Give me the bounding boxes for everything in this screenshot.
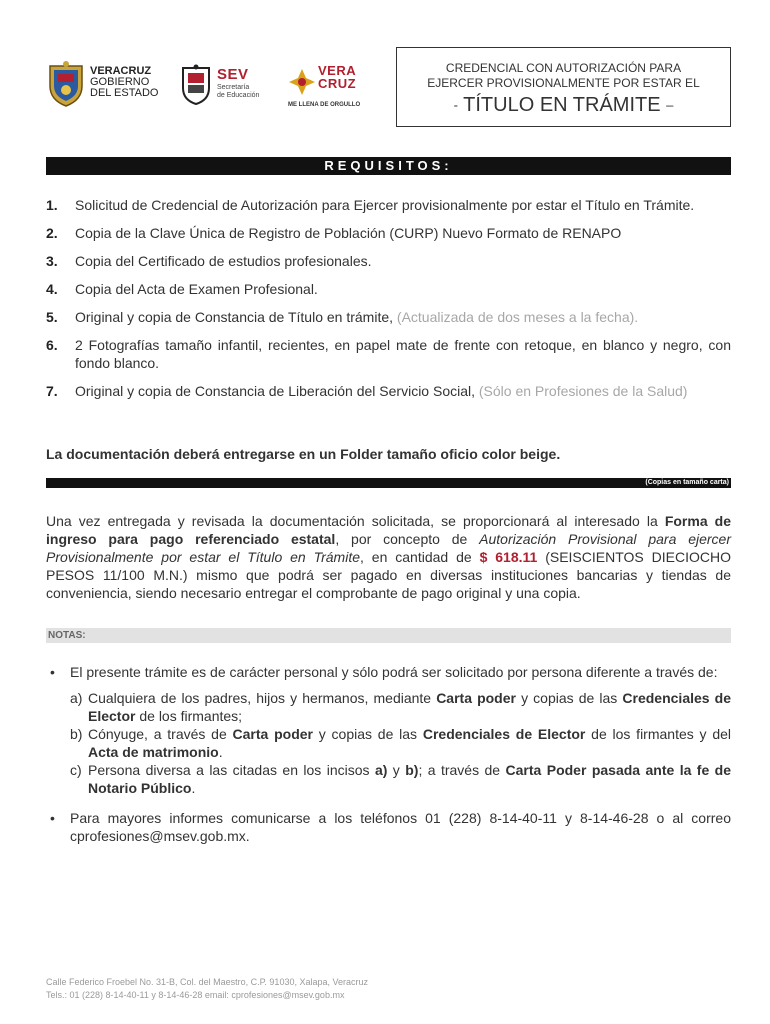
item-note: (Actualizada de dos meses a la fecha). (396, 309, 639, 325)
note-bullet (46, 663, 731, 797)
notes-heading-bar (46, 628, 731, 643)
payment-paragraph (46, 512, 731, 602)
item-number: 4. (46, 281, 58, 297)
item-number: 2. (46, 225, 58, 241)
title-lines (397, 61, 730, 91)
para-text-3: , en cantidad de (360, 549, 480, 565)
note-body (70, 663, 731, 797)
sub-letter: a) (70, 690, 83, 706)
title-dash-right: – (666, 97, 674, 113)
para-form-name: Forma de ingreso para pago referenciado estatal (46, 513, 732, 547)
text-run: . (218, 744, 223, 760)
sev-subtitle (217, 84, 259, 100)
sub-text (88, 725, 731, 761)
bullet-icon: • (50, 810, 55, 826)
list-item (46, 252, 731, 270)
page-footer (46, 976, 646, 1002)
gov-line-2: GOBIERNO (90, 76, 150, 88)
text-run-bold: a) (374, 762, 388, 778)
list-item (46, 336, 731, 372)
delivery-note: La documentación deberá entregarse en un Folder tamaño oficio color beige. (46, 446, 561, 462)
title-line-2: EJERCER PROVISIONALMENTE POR ESTAR EL (427, 76, 700, 90)
list-item (46, 382, 731, 400)
list-item (46, 224, 731, 242)
government-name (90, 66, 158, 99)
sev-logo (180, 64, 270, 108)
veracruz-brand-logo (288, 64, 368, 112)
notes-section (46, 663, 731, 845)
item-text-wrapper (75, 308, 731, 326)
item-number: 6. (46, 337, 58, 353)
text-run: Persona diversa a las citadas en los incisos (88, 762, 375, 778)
text-run: de los firmantes y del (585, 726, 731, 742)
text-run-bold: Credenciales de Elector (88, 690, 731, 724)
text-run-bold: Carta poder (436, 690, 516, 706)
list-item (46, 196, 731, 214)
veracruz-wordmark (318, 64, 356, 90)
gov-line-1: VERACRUZ (90, 65, 152, 77)
coat-of-arms-icon (46, 60, 86, 108)
note-bullet (46, 809, 731, 845)
text-run-bold: Carta poder (232, 726, 313, 742)
footer-contact: Tels.: 01 (228) 8-14-40-11 y 8-14-46-28 email: cprofesiones@msev.gob.mx (46, 990, 345, 1000)
item-text: Copia del Certificado de estudios profesionales. (75, 253, 372, 269)
notes-heading: NOTAS: (48, 630, 86, 641)
footer-address: Calle Federico Froebel No. 31-B, Col. del Maestro, C.P. 91030, Xalapa, Veracruz (46, 977, 369, 987)
sub-letter: b) (70, 726, 83, 742)
text-run: y copias de las (515, 690, 623, 706)
title-line-1: CREDENCIAL CON AUTORIZACIÓN PARA (445, 61, 682, 75)
text-run-bold: Acta de matrimonio (88, 744, 219, 760)
sub-list (70, 689, 731, 797)
para-amount: $ 618.11 (479, 549, 538, 565)
item-text-wrapper (75, 382, 731, 400)
item-number: 7. (46, 383, 58, 399)
sub-text (88, 689, 731, 725)
item-number: 5. (46, 309, 58, 325)
item-number: 1. (46, 197, 58, 213)
text-run-bold: Credenciales de Elector (422, 726, 586, 742)
sub-item-c (70, 761, 731, 797)
item-text: Original y copia de Constancia de Liberación del Servicio Social, (75, 383, 475, 399)
para-concept: Autorización Provisional para ejercer Provisionalmente por estar el Título en Trámite (46, 531, 732, 565)
sev-sub-line-1: Secretaría (217, 84, 250, 91)
text-run-bold: b) (405, 762, 419, 778)
item-number: 3. (46, 253, 58, 269)
item-text: 2 Fotografías tamaño infantil, recientes, en papel mate de frente con retoque, en blanco y negro, con fondo blanco. (75, 337, 731, 371)
sev-sub-line-2: de Educación (217, 92, 260, 99)
item-text: Copia de la Clave Única de Registro de Población (CURP) Nuevo Formato de RENAPO (75, 225, 622, 241)
sev-emblem-icon (180, 64, 212, 106)
item-text: Copia del Acta de Examen Profesional. (75, 281, 318, 297)
copies-label: (Copias en tamaño carta) (645, 479, 729, 486)
title-dash-left: - (453, 97, 458, 113)
copies-bar (46, 478, 731, 488)
gov-line-3: DEL ESTADO (90, 87, 159, 99)
text-run: Cualquiera de los padres, hijos y hermanos, mediante (88, 690, 437, 706)
list-item (46, 308, 731, 326)
sub-text (88, 761, 731, 797)
title-main (397, 93, 730, 118)
requisitos-heading: REQUISITOS: (46, 157, 731, 175)
note-text: El presente trámite es de carácter personal y sólo podrá ser solicitado por persona diferente a través de: (70, 664, 718, 680)
para-text-1: Una vez entregada y revisada la documentación solicitada, se proporcionará al interesado la (46, 513, 665, 529)
list-item (46, 280, 731, 298)
text-run-bold: Carta Poder pasada ante la fe de Notario Público (88, 762, 731, 796)
item-text: Solicitud de Credencial de Autorización para Ejercer provisionalmente por estar el Título en Trámite. (75, 197, 695, 213)
text-run: ; a través de (418, 762, 506, 778)
veracruz-tagline: ME LLENA DE ORGULLO (288, 102, 361, 108)
sub-item-a (70, 689, 731, 725)
item-note: (Sólo en Profesiones de la Salud) (478, 383, 688, 399)
bullet-icon: • (50, 664, 55, 680)
para-text-4: (SEISCIENTOS DIECIOCHO PESOS 11/100 M.N.) mismo que podrá ser pagado en diversas instituciones bancarias y tiendas de conveniencia, siendo necesario entregar el comprobante de pago original y una copia. (46, 549, 731, 601)
wordmark-line-1: VERA (318, 63, 357, 78)
text-run: . (191, 780, 196, 796)
wordmark-line-2: CRUZ (318, 76, 357, 91)
sub-item-b (70, 725, 731, 761)
text-run: y (387, 762, 406, 778)
sub-letter: c) (70, 762, 82, 778)
para-text-2: , por concepto de (335, 531, 480, 547)
note-text: Para mayores informes comunicarse a los teléfonos 01 (228) 8-14-40-11 y 8-14-46-28 o al correo cprofesiones@msev.gob.mx. (70, 810, 731, 844)
title-main-text: TÍTULO EN TRÁMITE (463, 94, 661, 116)
requisitos-list (46, 196, 731, 410)
document-title-box (396, 47, 731, 127)
text-run: y copias de las (313, 726, 423, 742)
item-text: Original y copia de Constancia de Título en trámite, (75, 309, 394, 325)
text-run: de los firmantes; (135, 708, 243, 724)
veracruz-mark-icon (288, 68, 316, 96)
veracruz-government-logo (46, 60, 166, 110)
text-run: Cónyuge, a través de (88, 726, 233, 742)
sev-title: SEV (217, 66, 249, 83)
